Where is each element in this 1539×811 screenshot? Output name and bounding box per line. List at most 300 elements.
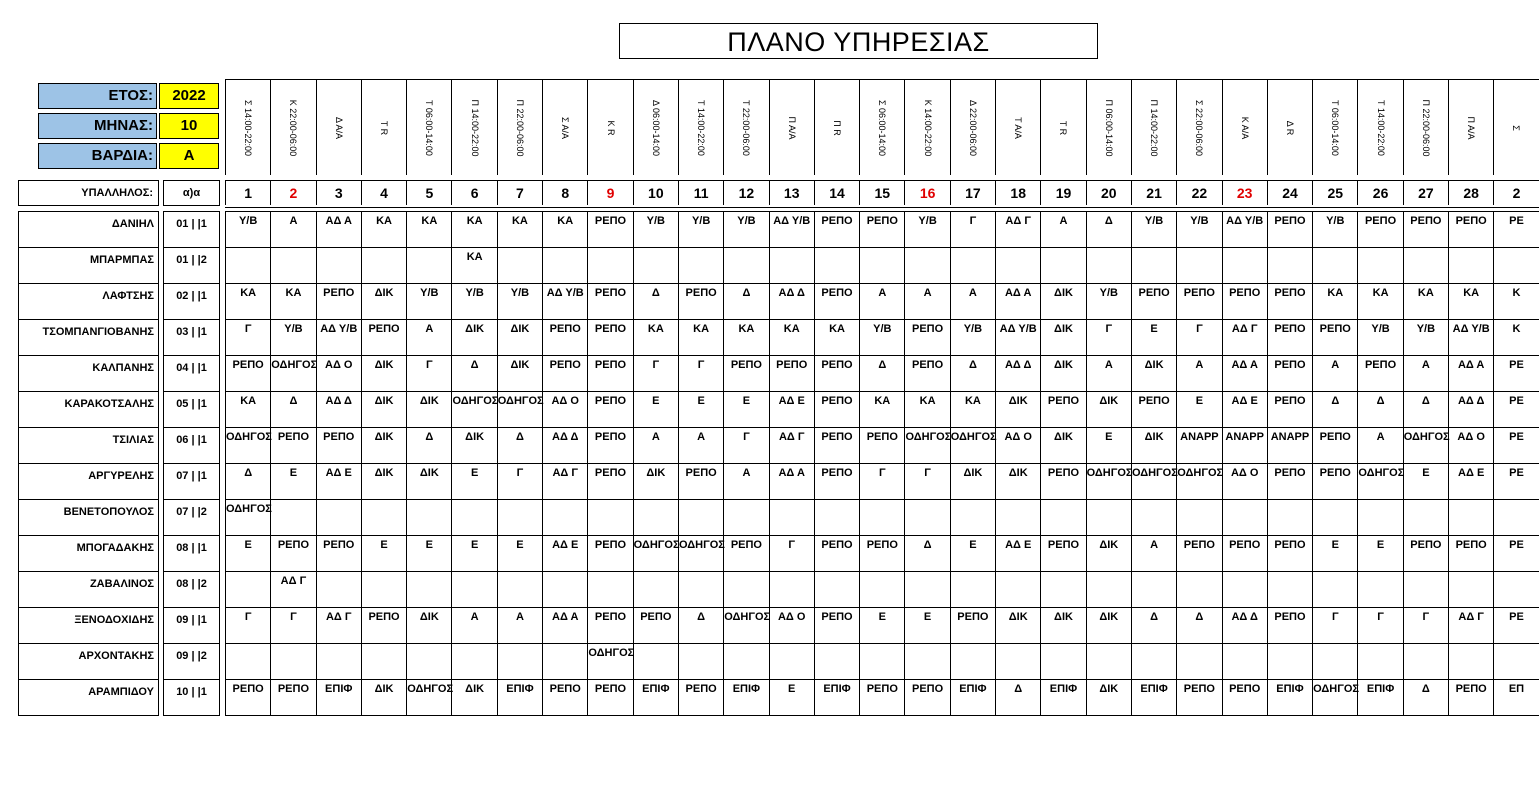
- schedule-cell[interactable]: Δ: [1176, 608, 1221, 643]
- schedule-cell[interactable]: Ε: [1176, 392, 1221, 427]
- schedule-cell[interactable]: ΡΕΠΟ: [542, 680, 587, 715]
- schedule-cell[interactable]: [1357, 572, 1402, 607]
- shift-header-cell[interactable]: [1222, 80, 1267, 175]
- schedule-cell[interactable]: Α: [904, 284, 949, 319]
- schedule-cell[interactable]: [1357, 500, 1402, 535]
- schedule-cell[interactable]: [1222, 644, 1267, 679]
- schedule-cell[interactable]: Α: [270, 212, 315, 247]
- schedule-cell[interactable]: ΑΝΑΡΡ: [1176, 428, 1221, 463]
- schedule-cell[interactable]: Α: [406, 320, 451, 355]
- schedule-cell[interactable]: ΟΔΗΓΟΣ: [587, 644, 632, 679]
- schedule-cell[interactable]: [814, 644, 859, 679]
- employee-code[interactable]: 06 | |1: [164, 428, 219, 464]
- employee-code[interactable]: 07 | |2: [164, 500, 219, 536]
- shift-header-cell[interactable]: [904, 80, 949, 175]
- schedule-cell[interactable]: ΕΠΙΦ: [1357, 680, 1402, 715]
- schedule-cell[interactable]: ΡΕΠΟ: [814, 212, 859, 247]
- day-number-cell[interactable]: 7: [497, 181, 542, 205]
- schedule-cell[interactable]: ΑΔ Α: [316, 212, 361, 247]
- employee-name[interactable]: ΤΣΟΜΠΑΝΓΙΟΒΑΝΗΣ: [19, 320, 158, 356]
- day-number-cell[interactable]: 24: [1267, 181, 1312, 205]
- schedule-cell[interactable]: ΔΙΚ: [1040, 356, 1085, 391]
- schedule-cell[interactable]: ΡΕΠΟ: [904, 320, 949, 355]
- schedule-cell[interactable]: ΡΕΠΟ: [633, 608, 678, 643]
- schedule-cell[interactable]: ΡΕΠΟ: [1040, 536, 1085, 571]
- schedule-cell[interactable]: ΑΔ Δ: [542, 428, 587, 463]
- schedule-cell[interactable]: Υ/Β: [1403, 320, 1448, 355]
- schedule-cell[interactable]: ΔΙΚ: [1086, 536, 1131, 571]
- schedule-cell[interactable]: ΡΕΠΟ: [814, 464, 859, 499]
- schedule-cell[interactable]: Γ: [678, 356, 723, 391]
- schedule-cell[interactable]: [678, 644, 723, 679]
- schedule-cell[interactable]: Γ: [1312, 608, 1357, 643]
- schedule-cell[interactable]: ΑΔ Γ: [769, 428, 814, 463]
- schedule-cell[interactable]: Υ/Β: [270, 320, 315, 355]
- schedule-cell[interactable]: [361, 572, 406, 607]
- employee-name[interactable]: ΑΡΧΟΝΤΑΚΗΣ: [19, 644, 158, 680]
- day-number-cell[interactable]: 9: [587, 181, 632, 205]
- schedule-cell[interactable]: ΚΑ: [1312, 284, 1357, 319]
- schedule-cell[interactable]: ΡΕΠΟ: [270, 680, 315, 715]
- schedule-cell[interactable]: ΡΕΠΟ: [723, 356, 768, 391]
- shift-header-cell[interactable]: [1493, 80, 1538, 175]
- schedule-cell[interactable]: [1448, 500, 1493, 535]
- schedule-cell[interactable]: ΑΔ Α: [769, 464, 814, 499]
- schedule-cell[interactable]: [950, 500, 995, 535]
- schedule-cell[interactable]: ΑΔ Υ/Β: [1448, 320, 1493, 355]
- schedule-cell[interactable]: [361, 644, 406, 679]
- schedule-cell[interactable]: ΚΑ: [950, 392, 995, 427]
- schedule-cell[interactable]: ΔΙΚ: [1040, 608, 1085, 643]
- schedule-cell[interactable]: ΡΕΠΟ: [1131, 392, 1176, 427]
- schedule-cell[interactable]: ΡΕ: [1493, 356, 1538, 391]
- schedule-cell[interactable]: Α: [497, 608, 542, 643]
- schedule-cell[interactable]: ΟΔΗΓΟΣ: [1086, 464, 1131, 499]
- schedule-cell[interactable]: [904, 248, 949, 283]
- schedule-cell[interactable]: ΡΕΠΟ: [587, 536, 632, 571]
- schedule-cell[interactable]: ΡΕΠΟ: [1267, 320, 1312, 355]
- schedule-cell[interactable]: [859, 500, 904, 535]
- schedule-cell[interactable]: Ε: [497, 536, 542, 571]
- schedule-cell[interactable]: ΚΑ: [270, 284, 315, 319]
- schedule-cell[interactable]: ΡΕΠΟ: [1448, 680, 1493, 715]
- shift-header-cell[interactable]: [1267, 80, 1312, 175]
- schedule-cell[interactable]: [769, 644, 814, 679]
- schedule-cell[interactable]: ΚΑ: [1403, 284, 1448, 319]
- employee-code[interactable]: 10 | |1: [176, 686, 207, 698]
- employee-name[interactable]: ΚΑΡΑΚΟΤΣΑΛΗΣ: [19, 392, 158, 428]
- schedule-cell[interactable]: [1403, 248, 1448, 283]
- schedule-cell[interactable]: Γ: [1086, 320, 1131, 355]
- day-number-cell[interactable]: 10: [633, 181, 678, 205]
- employee-code[interactable]: 04 | |1: [164, 356, 219, 392]
- schedule-cell[interactable]: [1040, 248, 1085, 283]
- schedule-cell[interactable]: [814, 248, 859, 283]
- schedule-cell[interactable]: Ε: [361, 536, 406, 571]
- day-number-cell[interactable]: 8: [542, 181, 587, 205]
- day-number-cell[interactable]: 2: [270, 181, 315, 205]
- schedule-cell[interactable]: [1312, 500, 1357, 535]
- schedule-cell[interactable]: Δ: [1403, 392, 1448, 427]
- schedule-cell[interactable]: ΡΕ: [1493, 536, 1538, 571]
- shift-header-cell[interactable]: [1403, 80, 1448, 175]
- schedule-cell[interactable]: [1040, 572, 1085, 607]
- schedule-cell[interactable]: ΟΔΗΓΟΣ: [723, 608, 768, 643]
- schedule-cell[interactable]: ΔΙΚ: [1086, 608, 1131, 643]
- schedule-cell[interactable]: Υ/Β: [859, 320, 904, 355]
- schedule-cell[interactable]: ΑΔ Ε: [1222, 392, 1267, 427]
- schedule-cell[interactable]: ΟΔΗΓΟΣ: [451, 392, 496, 427]
- day-number-cell[interactable]: 5: [406, 181, 451, 205]
- schedule-cell[interactable]: ΡΕΠΟ: [316, 428, 361, 463]
- employee-name[interactable]: ΑΡΓΥΡΕΛΗΣ: [19, 464, 158, 500]
- schedule-cell[interactable]: ΔΙΚ: [633, 464, 678, 499]
- schedule-cell[interactable]: ΔΙΚ: [1086, 392, 1131, 427]
- schedule-cell[interactable]: [1312, 572, 1357, 607]
- schedule-cell[interactable]: ΡΕΠΟ: [587, 608, 632, 643]
- schedule-cell[interactable]: Δ: [1086, 212, 1131, 247]
- schedule-cell[interactable]: Α: [859, 284, 904, 319]
- schedule-cell[interactable]: Υ/Β: [497, 284, 542, 319]
- schedule-cell[interactable]: ΔΙΚ: [1040, 284, 1085, 319]
- schedule-cell[interactable]: [1176, 248, 1221, 283]
- day-number-cell[interactable]: 4: [361, 181, 406, 205]
- schedule-cell[interactable]: [814, 572, 859, 607]
- schedule-cell[interactable]: ΚΑ: [361, 212, 406, 247]
- day-number-cell[interactable]: 17: [950, 181, 995, 205]
- schedule-cell[interactable]: ΑΔ Ε: [769, 392, 814, 427]
- schedule-cell[interactable]: ΟΔΗΓΟΣ: [1312, 680, 1357, 715]
- employee-name[interactable]: ΒΕΝΕΤΟΠΟΥΛΟΣ: [19, 500, 158, 536]
- schedule-cell[interactable]: [406, 248, 451, 283]
- schedule-cell[interactable]: ΑΔ Ο: [769, 608, 814, 643]
- schedule-cell[interactable]: [1086, 248, 1131, 283]
- shift-header-cell[interactable]: [316, 80, 361, 175]
- schedule-cell[interactable]: ΑΔ Α: [542, 608, 587, 643]
- schedule-cell[interactable]: ΔΙΚ: [1131, 428, 1176, 463]
- schedule-cell[interactable]: ΡΕΠΟ: [1222, 536, 1267, 571]
- schedule-cell[interactable]: ΕΠΙΦ: [950, 680, 995, 715]
- schedule-cell[interactable]: ΕΠΙΦ: [1267, 680, 1312, 715]
- schedule-cell[interactable]: Ε: [859, 608, 904, 643]
- schedule-cell[interactable]: ΡΕΠΟ: [316, 536, 361, 571]
- schedule-cell[interactable]: Α: [451, 608, 496, 643]
- schedule-cell[interactable]: [1403, 500, 1448, 535]
- schedule-cell[interactable]: ΡΕΠΟ: [814, 392, 859, 427]
- schedule-cell[interactable]: ΔΙΚ: [1040, 428, 1085, 463]
- schedule-cell[interactable]: ΑΔ Ο: [316, 356, 361, 391]
- schedule-cell[interactable]: ΑΔ Δ: [769, 284, 814, 319]
- schedule-cell[interactable]: ΔΙΚ: [995, 464, 1040, 499]
- employee-code[interactable]: 02 | |1: [164, 284, 219, 320]
- employee-code[interactable]: 07 | |1: [164, 464, 219, 500]
- schedule-cell[interactable]: [723, 572, 768, 607]
- schedule-cell[interactable]: Δ: [406, 428, 451, 463]
- schedule-cell[interactable]: ΡΕΠΟ: [723, 536, 768, 571]
- schedule-cell[interactable]: ΡΕΠΟ: [1267, 356, 1312, 391]
- schedule-cell[interactable]: Ε: [1086, 428, 1131, 463]
- shift-header-cell[interactable]: [814, 80, 859, 175]
- schedule-cell[interactable]: Ε: [723, 392, 768, 427]
- day-number-cell[interactable]: 2: [1493, 181, 1538, 205]
- schedule-cell[interactable]: ΟΔΗΓΟΣ: [406, 680, 451, 715]
- schedule-cell[interactable]: Ε: [1403, 464, 1448, 499]
- day-number-cell[interactable]: 28: [1448, 181, 1493, 205]
- schedule-cell[interactable]: Δ: [995, 680, 1040, 715]
- day-number-cell[interactable]: 20: [1086, 181, 1131, 205]
- schedule-cell[interactable]: ΟΔΗΓΟΣ: [270, 356, 315, 391]
- schedule-cell[interactable]: Ε: [451, 536, 496, 571]
- schedule-cell[interactable]: [542, 248, 587, 283]
- schedule-cell[interactable]: [1403, 644, 1448, 679]
- schedule-cell[interactable]: Δ: [1312, 392, 1357, 427]
- shift-header-cell[interactable]: [406, 80, 451, 175]
- schedule-cell[interactable]: [1131, 500, 1176, 535]
- schedule-cell[interactable]: ΡΕΠΟ: [587, 212, 632, 247]
- schedule-cell[interactable]: ΟΔΗΓΟΣ: [1357, 464, 1402, 499]
- schedule-cell[interactable]: ΡΕΠΟ: [587, 320, 632, 355]
- schedule-cell[interactable]: ΡΕΠΟ: [270, 536, 315, 571]
- schedule-cell[interactable]: Γ: [406, 356, 451, 391]
- schedule-cell[interactable]: [1493, 572, 1538, 607]
- schedule-cell[interactable]: Δ: [904, 536, 949, 571]
- schedule-cell[interactable]: ΚΑ: [769, 320, 814, 355]
- schedule-cell[interactable]: Υ/Β: [225, 212, 270, 247]
- schedule-cell[interactable]: [225, 644, 270, 679]
- schedule-cell[interactable]: [814, 500, 859, 535]
- employee-name[interactable]: ΜΠΑΡΜΠΑΣ: [19, 248, 158, 284]
- schedule-cell[interactable]: Δ: [1403, 680, 1448, 715]
- schedule-cell[interactable]: ΡΕΠΟ: [814, 608, 859, 643]
- schedule-cell[interactable]: ΑΔ Ο: [542, 392, 587, 427]
- day-number-cell[interactable]: 13: [769, 181, 814, 205]
- schedule-cell[interactable]: ΑΔ Γ: [542, 464, 587, 499]
- schedule-cell[interactable]: [542, 500, 587, 535]
- schedule-cell[interactable]: ΔΙΚ: [1086, 680, 1131, 715]
- schedule-cell[interactable]: ΑΔ Ε: [1448, 464, 1493, 499]
- schedule-cell[interactable]: ΚΑ: [859, 392, 904, 427]
- schedule-cell[interactable]: Δ: [270, 392, 315, 427]
- schedule-cell[interactable]: ΚΑ: [633, 320, 678, 355]
- schedule-cell[interactable]: ΡΕΠΟ: [270, 428, 315, 463]
- schedule-cell[interactable]: Υ/Β: [723, 212, 768, 247]
- schedule-cell[interactable]: [995, 248, 1040, 283]
- schedule-cell[interactable]: Γ: [1176, 320, 1221, 355]
- schedule-cell[interactable]: ΡΕΠΟ: [1312, 428, 1357, 463]
- schedule-cell[interactable]: [1267, 500, 1312, 535]
- schedule-cell[interactable]: [723, 500, 768, 535]
- schedule-cell[interactable]: ΔΙΚ: [1040, 320, 1085, 355]
- schedule-cell[interactable]: ΚΑ: [451, 248, 496, 283]
- schedule-cell[interactable]: ΡΕΠΟ: [859, 536, 904, 571]
- schedule-cell[interactable]: [451, 644, 496, 679]
- schedule-cell[interactable]: ΡΕΠΟ: [542, 356, 587, 391]
- schedule-cell[interactable]: [995, 500, 1040, 535]
- schedule-cell[interactable]: ΡΕΠΟ: [587, 392, 632, 427]
- day-number-cell[interactable]: 16: [904, 181, 949, 205]
- schedule-cell[interactable]: [1448, 572, 1493, 607]
- schedule-cell[interactable]: [1222, 572, 1267, 607]
- schedule-cell[interactable]: ΡΕΠΟ: [1403, 212, 1448, 247]
- schedule-cell[interactable]: [859, 644, 904, 679]
- schedule-cell[interactable]: ΔΙΚ: [995, 392, 1040, 427]
- schedule-cell[interactable]: ΡΕΠΟ: [678, 680, 723, 715]
- schedule-cell[interactable]: ΑΔ Α: [995, 284, 1040, 319]
- schedule-cell[interactable]: ΡΕΠΟ: [361, 608, 406, 643]
- schedule-cell[interactable]: Γ: [270, 608, 315, 643]
- schedule-cell[interactable]: [497, 500, 542, 535]
- schedule-cell[interactable]: Κ: [1493, 320, 1538, 355]
- schedule-cell[interactable]: Ε: [270, 464, 315, 499]
- schedule-cell[interactable]: Υ/Β: [1357, 320, 1402, 355]
- schedule-cell[interactable]: ΡΕΠΟ: [1357, 356, 1402, 391]
- schedule-cell[interactable]: Κ: [1493, 284, 1538, 319]
- schedule-cell[interactable]: Α: [950, 284, 995, 319]
- schedule-cell[interactable]: ΡΕ: [1493, 608, 1538, 643]
- schedule-cell[interactable]: ΡΕΠΟ: [587, 356, 632, 391]
- schedule-cell[interactable]: [587, 500, 632, 535]
- schedule-cell[interactable]: Δ: [225, 464, 270, 499]
- schedule-cell[interactable]: [1403, 572, 1448, 607]
- schedule-cell[interactable]: ΕΠΙΦ: [1131, 680, 1176, 715]
- schedule-cell[interactable]: ΡΕΠΟ: [1176, 536, 1221, 571]
- schedule-cell[interactable]: ΔΙΚ: [497, 320, 542, 355]
- schedule-cell[interactable]: ΡΕΠΟ: [769, 356, 814, 391]
- schedule-cell[interactable]: ΡΕΠΟ: [1040, 392, 1085, 427]
- schedule-cell[interactable]: ΡΕΠΟ: [1040, 464, 1085, 499]
- shift-header-cell[interactable]: [1086, 80, 1131, 175]
- schedule-cell[interactable]: [316, 644, 361, 679]
- schedule-cell[interactable]: [633, 572, 678, 607]
- employee-name[interactable]: ΞΕΝΟΔΟΧΙΔΗΣ: [19, 608, 158, 644]
- schedule-cell[interactable]: ΑΔ Ο: [995, 428, 1040, 463]
- schedule-cell[interactable]: ΔΙΚ: [451, 320, 496, 355]
- schedule-cell[interactable]: ΔΙΚ: [451, 680, 496, 715]
- schedule-cell[interactable]: Α: [1312, 356, 1357, 391]
- employee-code[interactable]: 09 | |1: [164, 608, 219, 644]
- schedule-cell[interactable]: ΑΔ Γ: [270, 572, 315, 607]
- schedule-cell[interactable]: Α: [1086, 356, 1131, 391]
- schedule-cell[interactable]: Ε: [1312, 536, 1357, 571]
- schedule-cell[interactable]: Γ: [769, 536, 814, 571]
- schedule-cell[interactable]: ΡΕΠΟ: [1267, 284, 1312, 319]
- schedule-cell[interactable]: ΡΕΠΟ: [1312, 320, 1357, 355]
- schedule-cell[interactable]: ΚΑ: [542, 212, 587, 247]
- schedule-cell[interactable]: ΑΝΑΡΡ: [1222, 428, 1267, 463]
- schedule-cell[interactable]: ΟΔΗΓΟΣ: [678, 536, 723, 571]
- schedule-cell[interactable]: ΔΙΚ: [406, 608, 451, 643]
- schedule-cell[interactable]: Υ/Β: [633, 212, 678, 247]
- schedule-cell[interactable]: ΑΔ Υ/Β: [1222, 212, 1267, 247]
- schedule-cell[interactable]: ΑΔ Ο: [1222, 464, 1267, 499]
- schedule-cell[interactable]: Γ: [1403, 608, 1448, 643]
- schedule-cell[interactable]: ΚΑ: [451, 212, 496, 247]
- schedule-cell[interactable]: [995, 572, 1040, 607]
- schedule-cell[interactable]: ΑΔ Γ: [316, 608, 361, 643]
- schedule-cell[interactable]: ΡΕΠΟ: [814, 536, 859, 571]
- schedule-cell[interactable]: ΟΔΗΓΟΣ: [904, 428, 949, 463]
- schedule-cell[interactable]: ΑΔ Υ/Β: [542, 284, 587, 319]
- schedule-cell[interactable]: ΕΠ: [1493, 680, 1538, 715]
- schedule-cell[interactable]: [406, 644, 451, 679]
- schedule-cell[interactable]: ΔΙΚ: [451, 428, 496, 463]
- schedule-cell[interactable]: ΡΕΠΟ: [1176, 284, 1221, 319]
- day-number-cell[interactable]: 25: [1312, 181, 1357, 205]
- schedule-cell[interactable]: ΡΕΠΟ: [587, 428, 632, 463]
- schedule-cell[interactable]: ΚΑ: [1357, 284, 1402, 319]
- schedule-cell[interactable]: Γ: [225, 608, 270, 643]
- schedule-cell[interactable]: ΡΕ: [1493, 464, 1538, 499]
- schedule-cell[interactable]: [633, 248, 678, 283]
- schedule-cell[interactable]: [497, 572, 542, 607]
- shift-header-cell[interactable]: [587, 80, 632, 175]
- schedule-cell[interactable]: [1176, 500, 1221, 535]
- schedule-cell[interactable]: ΡΕΠΟ: [859, 212, 904, 247]
- employee-code[interactable]: 08 | |1: [164, 536, 219, 572]
- schedule-cell[interactable]: [1312, 644, 1357, 679]
- schedule-cell[interactable]: ΡΕ: [1493, 392, 1538, 427]
- schedule-cell[interactable]: Υ/Β: [904, 212, 949, 247]
- schedule-cell[interactable]: [904, 644, 949, 679]
- schedule-cell[interactable]: [633, 644, 678, 679]
- shift-header-cell[interactable]: [497, 80, 542, 175]
- schedule-cell[interactable]: [633, 500, 678, 535]
- shift-header-cell[interactable]: [1448, 80, 1493, 175]
- schedule-cell[interactable]: [1086, 572, 1131, 607]
- schedule-cell[interactable]: ΡΕΠΟ: [316, 284, 361, 319]
- employee-code[interactable]: 03 | |1: [164, 320, 219, 356]
- schedule-cell[interactable]: [859, 572, 904, 607]
- schedule-cell[interactable]: [1222, 500, 1267, 535]
- schedule-cell[interactable]: ΕΠΙΦ: [1040, 680, 1085, 715]
- day-number-cell[interactable]: 1: [225, 181, 270, 205]
- schedule-cell[interactable]: [1131, 248, 1176, 283]
- schedule-cell[interactable]: ΑΔ Υ/Β: [316, 320, 361, 355]
- schedule-cell[interactable]: ΡΕΠΟ: [225, 680, 270, 715]
- schedule-cell[interactable]: Υ/Β: [451, 284, 496, 319]
- schedule-cell[interactable]: ΡΕΠΟ: [678, 284, 723, 319]
- schedule-cell[interactable]: ΑΔ Α: [1222, 356, 1267, 391]
- month-value[interactable]: 10: [159, 113, 219, 139]
- schedule-cell[interactable]: [1448, 644, 1493, 679]
- employee-code[interactable]: 01 | |1: [164, 212, 219, 248]
- shift-header-cell[interactable]: [542, 80, 587, 175]
- schedule-cell[interactable]: ΑΔ Γ: [1222, 320, 1267, 355]
- schedule-cell[interactable]: Γ: [904, 464, 949, 499]
- schedule-cell[interactable]: [316, 500, 361, 535]
- day-number-cell[interactable]: 23: [1222, 181, 1267, 205]
- schedule-cell[interactable]: ΡΕΠΟ: [859, 428, 904, 463]
- day-number-cell[interactable]: 15: [859, 181, 904, 205]
- schedule-cell[interactable]: Υ/Β: [406, 284, 451, 319]
- schedule-cell[interactable]: ΕΠΙΦ: [497, 680, 542, 715]
- schedule-cell[interactable]: ΡΕΠΟ: [1267, 212, 1312, 247]
- employee-name[interactable]: ΚΑΛΠΑΝΗΣ: [19, 356, 158, 392]
- schedule-cell[interactable]: Ε: [406, 536, 451, 571]
- schedule-cell[interactable]: ΚΑ: [678, 320, 723, 355]
- shift-header-cell[interactable]: [859, 80, 904, 175]
- schedule-cell[interactable]: ΟΔΗΓΟΣ: [1131, 464, 1176, 499]
- employee-name[interactable]: ΤΣΙΛΙΑΣ: [19, 428, 158, 464]
- schedule-cell[interactable]: ΡΕΠΟ: [1267, 464, 1312, 499]
- schedule-cell[interactable]: ΑΔ Γ: [1448, 608, 1493, 643]
- schedule-cell[interactable]: ΟΔΗΓΟΣ: [1176, 464, 1221, 499]
- schedule-cell[interactable]: [723, 644, 768, 679]
- schedule-cell[interactable]: ΟΔΗΓΟΣ: [225, 500, 270, 535]
- schedule-cell[interactable]: ΑΔ Ο: [1448, 428, 1493, 463]
- schedule-cell[interactable]: Α: [1176, 356, 1221, 391]
- schedule-cell[interactable]: [587, 248, 632, 283]
